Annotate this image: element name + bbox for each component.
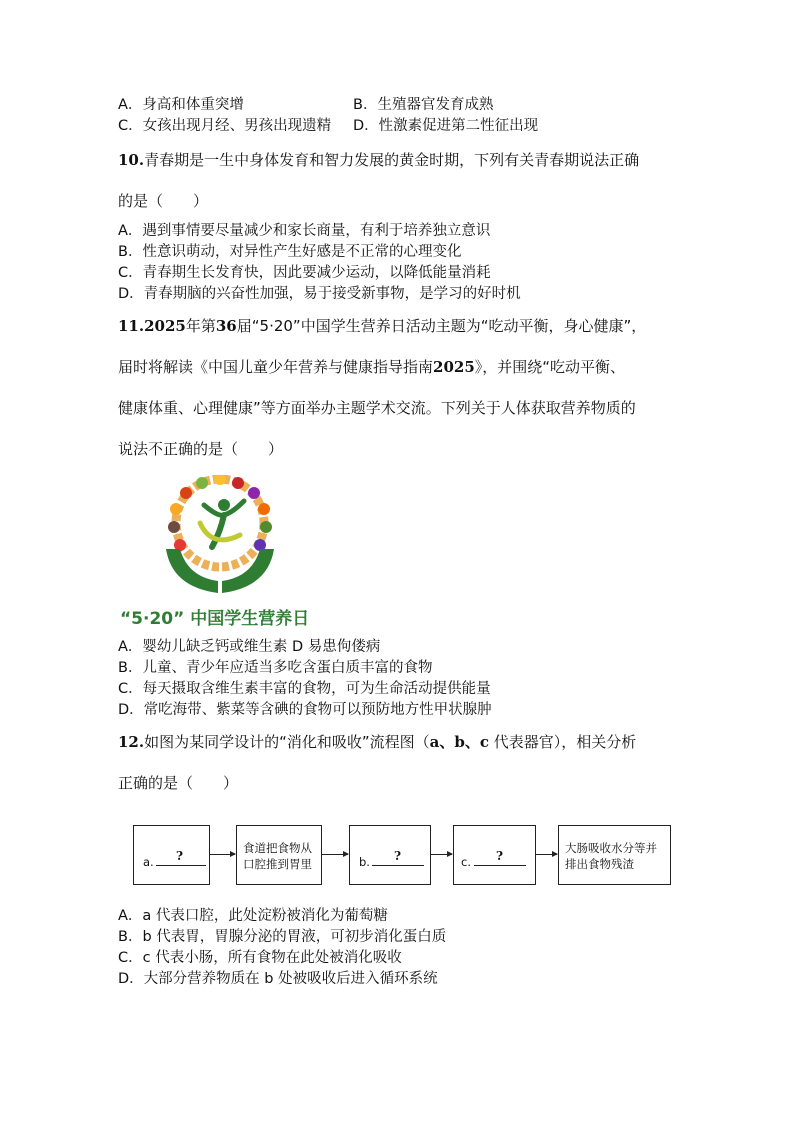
nutrition-logo-graphic xyxy=(120,475,325,605)
q11-text-b: 届“5·20”中国学生营养日活动主题为“吃动平衡，身心健康”， xyxy=(236,317,647,335)
q9-option-a: A．身高和体重突增 xyxy=(118,97,244,113)
q12-option-d: D．大部分营养物质在 b 处被吸收后进入循环系统 xyxy=(118,971,438,987)
q12-letters: a、b、c xyxy=(429,733,489,751)
flow-box-a xyxy=(133,825,210,885)
q10-number: 10. xyxy=(118,151,145,169)
q10-option-c: C．青春期生长发育快，因此要减少运动，以降低能量消耗 xyxy=(118,265,491,281)
q11-text-a: 年第 xyxy=(185,317,216,335)
q12-stem-line1 xyxy=(118,731,636,752)
flow-box-a-blank xyxy=(156,865,206,866)
q11-line2-year: 2025 xyxy=(433,358,475,376)
flow-box-esophagus-line1: 食道把食物从 xyxy=(243,841,312,855)
q11-stem-line3: 健康体重、心理健康”等方面举办主题学术交流。下列关于人体获取营养物质的 xyxy=(118,399,636,417)
cupped-hands xyxy=(166,549,274,593)
q12-text-a: 如图为某同学设计的“消化和吸收”流程图（ xyxy=(144,733,430,751)
q12-text-b: 代表器官），相关分析 xyxy=(489,733,637,751)
flow-box-esophagus-line2: 口腔推到胃里 xyxy=(243,857,312,871)
q12-option-a: A．a 代表口腔，此处淀粉被消化为葡萄糖 xyxy=(118,908,388,924)
q10-option-b: B．性意识萌动，对异性产生好感是不正常的心理变化 xyxy=(118,244,462,260)
q10-option-d: D．青春期脑的兴奋性加强，易于接受新事物，是学习的好时机 xyxy=(118,286,521,302)
q11-option-c: C．每天摄取含维生素丰富的食物，可为生命活动提供能量 xyxy=(118,681,491,697)
flow-box-large-intestine-line1: 大肠吸收水分等并 xyxy=(565,841,657,855)
athlete-figure xyxy=(200,499,244,547)
q11-number: 11. xyxy=(118,317,145,335)
flow-box-a-label: a. xyxy=(143,855,154,869)
flow-box-large-intestine-line2: 排出食物残渣 xyxy=(565,857,634,871)
q11-option-d: D．常吃海带、紫菜等含碘的食物可以预防地方性甲状腺肿 xyxy=(118,702,492,718)
flow-box-b-blank xyxy=(372,865,424,866)
q9-option-c: C．女孩出现月经、男孩出现遗精 xyxy=(118,118,332,134)
q11-year: 2025 xyxy=(144,317,186,335)
q11-stem-line4: 说法不正确的是（ ） xyxy=(118,440,284,458)
q12-option-b: B．b 代表胃，胃腺分泌的胃液，可初步消化蛋白质 xyxy=(118,929,447,945)
q10-option-a: A．遇到事情要尽量减少和家长商量，有利于培养独立意识 xyxy=(118,223,491,239)
q10-text: 青春期是一生中身体发育和智力发展的黄金时期，下列有关青春期说法正确 xyxy=(144,151,640,169)
q11-option-a: A．婴幼儿缺乏钙或维生素 D 易患佝偻病 xyxy=(118,639,381,655)
q12-number: 12. xyxy=(118,733,145,751)
q12-stem-line2: 正确的是（ ） xyxy=(118,774,239,792)
q9-option-d: D．性激素促进第二性征出现 xyxy=(353,118,539,134)
flow-arrow-1 xyxy=(210,854,235,855)
flow-box-b-label: b. xyxy=(359,855,370,869)
q11-option-b: B．儿童、青少年应适当多吃含蛋白质丰富的食物 xyxy=(118,660,433,676)
logo-caption: “5·20” 中国学生营养日 xyxy=(120,609,310,629)
digestion-flow-diagram xyxy=(130,825,675,887)
flow-box-esophagus xyxy=(236,825,322,885)
q11-line2-a: 届时将解读《中国儿童少年营养与健康指导指南 xyxy=(118,358,434,376)
q10-stem-line1 xyxy=(118,149,639,170)
flow-box-b-question: ? xyxy=(394,849,402,863)
flow-arrow-2 xyxy=(322,854,348,855)
flow-arrow-4 xyxy=(536,854,557,855)
flow-box-c xyxy=(453,825,536,885)
flow-box-large-intestine xyxy=(558,825,671,885)
flow-box-c-blank xyxy=(474,865,526,866)
flow-arrow-3 xyxy=(431,854,452,855)
q11-stem-line2 xyxy=(118,356,625,377)
q11-count: 36 xyxy=(215,317,237,335)
flow-box-b xyxy=(349,825,431,885)
q12-option-c: C．c 代表小肠，所有食物在此处被消化吸收 xyxy=(118,950,402,966)
flow-box-c-question: ? xyxy=(496,849,504,863)
q10-stem-line2: 的是（ ） xyxy=(118,192,209,210)
flow-box-c-label: c. xyxy=(461,855,471,869)
q9-option-b: B．生殖器官发育成熟 xyxy=(353,97,494,113)
q11-line2-b: 》，并围绕“吃动平衡、 xyxy=(474,358,626,376)
flow-box-a-question: ? xyxy=(176,849,184,863)
q11-stem-line1 xyxy=(118,315,646,336)
